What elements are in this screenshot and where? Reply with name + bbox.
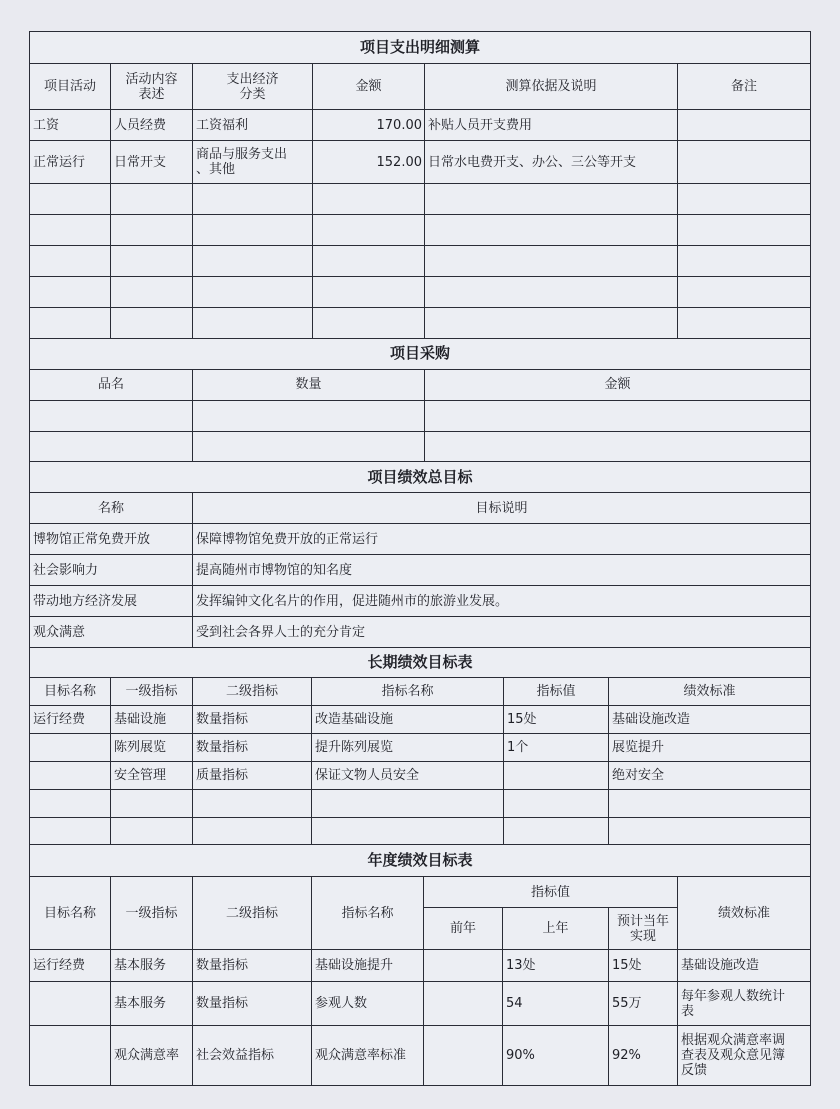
longterm-title: 长期绩效目标表 [30, 647, 811, 677]
cell-amount: 152.00 [313, 141, 425, 184]
annual-header-row [30, 877, 811, 908]
cell-indicator: 保证文物人员安全 [312, 761, 504, 789]
cell-goal: 运行经费 [30, 705, 111, 733]
table-row [30, 761, 811, 789]
cell-name: 博物馆正常免费开放 [30, 524, 193, 555]
cell-expected: 15处 [609, 950, 678, 982]
header-item: 品名 [30, 369, 193, 400]
table-row [30, 586, 811, 617]
empty-row [30, 184, 811, 215]
expense-header-row [30, 64, 811, 110]
overall-goals-table [29, 461, 811, 648]
cell-level1: 观众满意率 [111, 1026, 193, 1086]
header-amount: 金额 [313, 64, 425, 110]
longterm-header-row [30, 677, 811, 705]
header-standard: 绩效标准 [678, 877, 811, 950]
header-name: 名称 [30, 493, 193, 524]
expense-title: 项目支出明细测算 [30, 32, 811, 64]
cell-goal [30, 1026, 111, 1086]
procurement-title: 项目采购 [30, 338, 811, 369]
header-level2: 二级指标 [193, 677, 312, 705]
header-note: 备注 [678, 64, 811, 110]
cell-activity: 正常运行 [30, 141, 111, 184]
header-expected: 预计当年 实现 [609, 908, 678, 950]
procurement-header-row [30, 369, 811, 400]
annual-table [29, 844, 811, 1086]
cell-level1: 陈列展览 [111, 733, 193, 761]
empty-row [30, 215, 811, 246]
cell-basis: 补贴人员开支费用 [425, 110, 678, 141]
header-amount: 金额 [425, 369, 811, 400]
cell-standard: 绝对安全 [609, 761, 811, 789]
cell-standard: 每年参观人数统计 表 [678, 982, 811, 1026]
header-desc: 目标说明 [193, 493, 811, 524]
empty-row [30, 817, 811, 845]
cell-value: 15处 [504, 705, 609, 733]
header-basis: 测算依据及说明 [425, 64, 678, 110]
table-row [30, 617, 811, 648]
header-category: 支出经济 分类 [193, 64, 313, 110]
cell-level1: 基础设施 [111, 705, 193, 733]
table-row [30, 733, 811, 761]
cell-desc: 保障博物馆免费开放的正常运行 [193, 524, 811, 555]
header-value: 指标值 [424, 877, 678, 908]
cell-desc: 提高随州市博物馆的知名度 [193, 555, 811, 586]
cell-activity: 工资 [30, 110, 111, 141]
longterm-table [29, 647, 811, 846]
cell-standard: 基础设施改造 [609, 705, 811, 733]
cell-prev2 [424, 1026, 503, 1086]
cell-note [678, 141, 811, 184]
header-prev2: 前年 [424, 908, 503, 950]
cell-prev: 13处 [503, 950, 609, 982]
overall-header-row [30, 493, 811, 524]
header-goal: 目标名称 [30, 677, 111, 705]
cell-level1: 安全管理 [111, 761, 193, 789]
header-level1: 一级指标 [111, 677, 193, 705]
cell-level2: 数量指标 [193, 733, 312, 761]
cell-name: 社会影响力 [30, 555, 193, 586]
empty-row [30, 431, 811, 462]
cell-note [678, 110, 811, 141]
cell-goal [30, 982, 111, 1026]
cell-amount: 170.00 [313, 110, 425, 141]
expense-table [29, 31, 811, 339]
table-row [30, 950, 811, 982]
cell-content: 人员经费 [111, 110, 193, 141]
cell-value [504, 761, 609, 789]
cell-level2: 数量指标 [193, 982, 312, 1026]
table-row [30, 555, 811, 586]
header-standard: 绩效标准 [609, 677, 811, 705]
cell-expected: 92% [609, 1026, 678, 1086]
table-row [30, 110, 811, 141]
cell-name: 观众满意 [30, 617, 193, 648]
header-level2: 二级指标 [193, 877, 312, 950]
cell-expected: 55万 [609, 982, 678, 1026]
header-activity: 项目活动 [30, 64, 111, 110]
annual-title: 年度绩效目标表 [30, 845, 811, 877]
cell-level2: 质量指标 [193, 761, 312, 789]
cell-value: 1个 [504, 733, 609, 761]
cell-desc: 受到社会各界人士的充分肯定 [193, 617, 811, 648]
cell-indicator: 改造基础设施 [312, 705, 504, 733]
cell-indicator: 参观人数 [312, 982, 424, 1026]
cell-standard: 展览提升 [609, 733, 811, 761]
cell-category: 工资福利 [193, 110, 313, 141]
overall-title: 项目绩效总目标 [30, 462, 811, 493]
cell-prev2 [424, 950, 503, 982]
empty-row [30, 308, 811, 339]
table-row [30, 524, 811, 555]
cell-standard: 基础设施改造 [678, 950, 811, 982]
cell-content: 日常开支 [111, 141, 193, 184]
header-indicator: 指标名称 [312, 877, 424, 950]
procurement-table [29, 338, 811, 463]
header-value: 指标值 [504, 677, 609, 705]
header-content: 活动内容 表述 [111, 64, 193, 110]
cell-level2: 社会效益指标 [193, 1026, 312, 1086]
cell-prev: 90% [503, 1026, 609, 1086]
header-quantity: 数量 [193, 369, 425, 400]
cell-prev2 [424, 982, 503, 1026]
cell-indicator: 基础设施提升 [312, 950, 424, 982]
cell-indicator: 观众满意率标准 [312, 1026, 424, 1086]
empty-row [30, 400, 811, 431]
cell-level1: 基本服务 [111, 982, 193, 1026]
cell-desc: 发挥编钟文化名片的作用，促进随州市的旅游业发展。 [193, 586, 811, 617]
header-indicator: 指标名称 [312, 677, 504, 705]
empty-row [30, 789, 811, 817]
header-goal: 目标名称 [30, 877, 111, 950]
budget-form [29, 31, 810, 1086]
cell-level1: 基本服务 [111, 950, 193, 982]
table-row [30, 1026, 811, 1086]
cell-indicator: 提升陈列展览 [312, 733, 504, 761]
cell-level2: 数量指标 [193, 705, 312, 733]
table-row [30, 141, 811, 184]
cell-prev: 54 [503, 982, 609, 1026]
header-prev: 上年 [503, 908, 609, 950]
empty-row [30, 246, 811, 277]
cell-name: 带动地方经济发展 [30, 586, 193, 617]
table-row [30, 982, 811, 1026]
table-row [30, 705, 811, 733]
cell-standard: 根据观众满意率调 查表及观众意见簿 反馈 [678, 1026, 811, 1086]
cell-basis: 日常水电费开支、办公、三公等开支 [425, 141, 678, 184]
cell-level2: 数量指标 [193, 950, 312, 982]
cell-category: 商品与服务支出 、其他 [193, 141, 313, 184]
cell-goal: 运行经费 [30, 950, 111, 982]
header-level1: 一级指标 [111, 877, 193, 950]
cell-goal [30, 733, 111, 761]
empty-row [30, 277, 811, 308]
cell-goal [30, 761, 111, 789]
